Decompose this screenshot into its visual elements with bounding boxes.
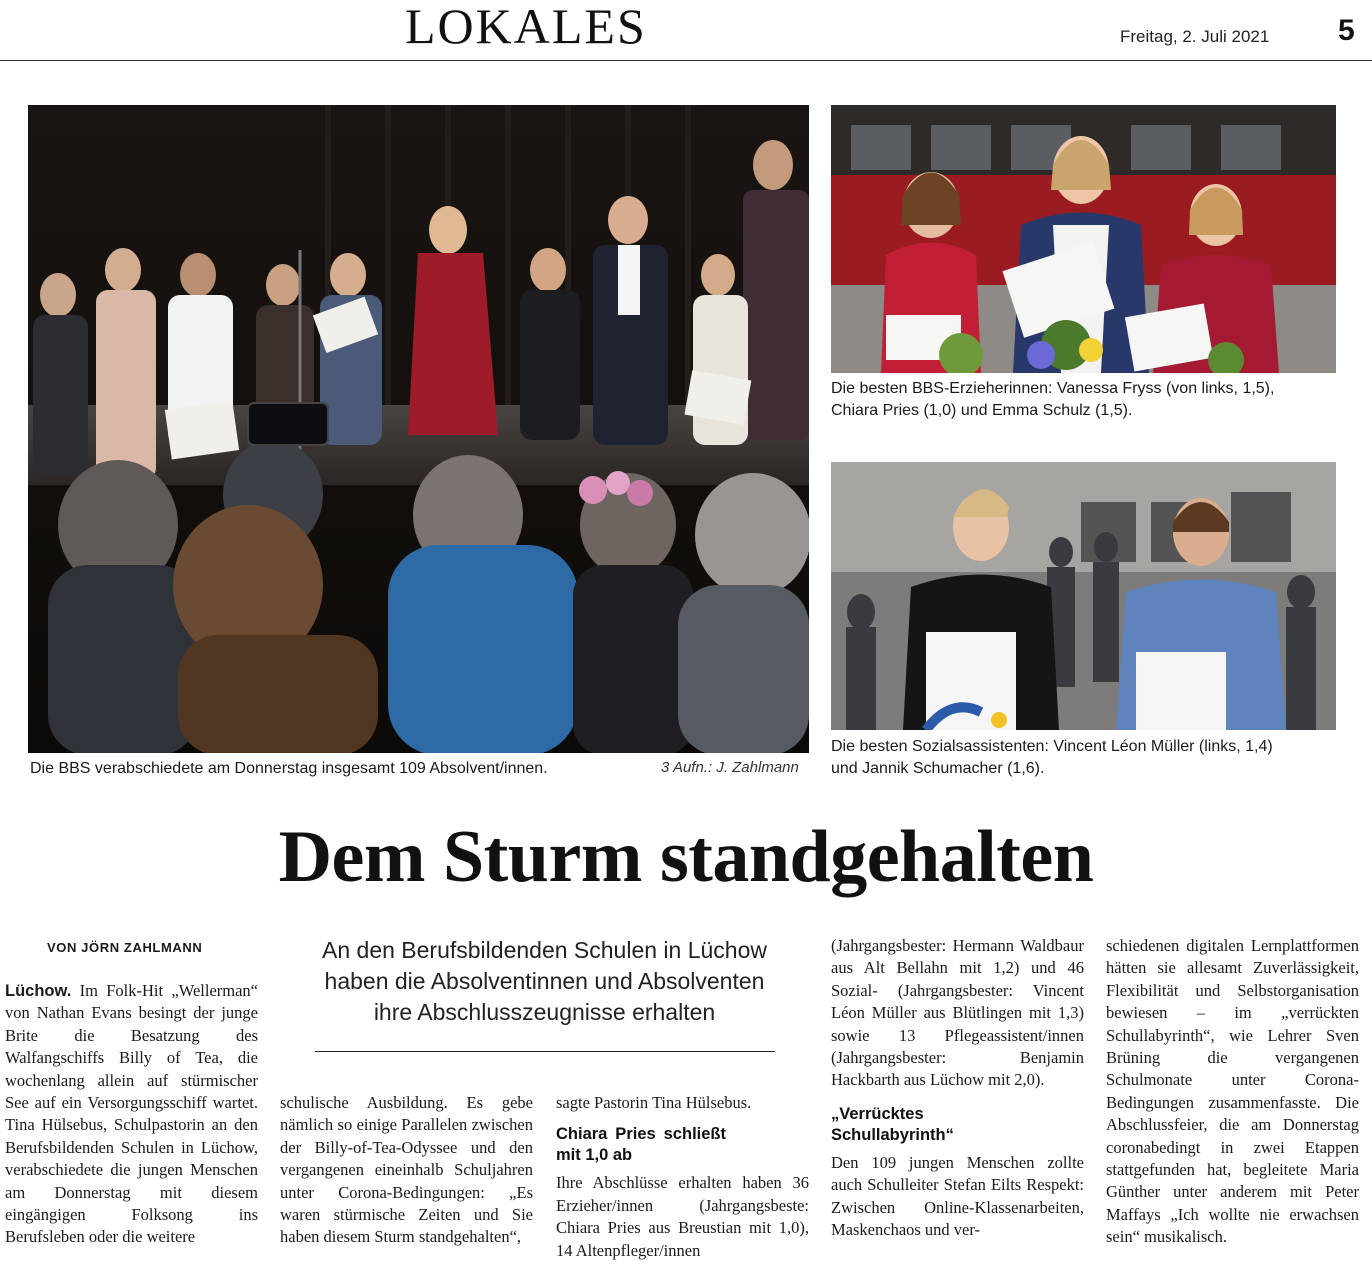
article-column-5	[1106, 935, 1359, 1249]
dateline: Lüchow.	[5, 982, 72, 1000]
photo-credit: 3 Aufn.: J. Zahlmann	[661, 759, 799, 776]
article-column-4	[831, 935, 1084, 1241]
social-assistants-caption-line2: und Jannik Schumacher (1,6).	[831, 760, 1045, 777]
subheading: Chiara Pries schließt mit 1,0 ab	[556, 1125, 726, 1165]
body-text: schiedenen digitalen Lernplattformen hätten sie allesamt Zuverlässigkeit, Flexibilität und Selbstorganisation bewiesen – im „verrückten Schullabyrinth“, wie Lehrer Sven Brüning die vergangenen Schulmonate unter Corona-Bedingungen zusammenfasste. Die Abschlussfeier, die am Donnerstag coronabedingt in zwei Etappen stattgefunden hat, begleitete Maria Günther unter anderem mit Peter Maffays „Ich wollte nie erwachsen sein“ musikalisch.	[1106, 936, 1359, 1247]
body-text: Ihre Abschlüsse erhalten haben 36 Erzieher/innen (Jahrgangsbeste: Chiara Pries aus Breustian mit 1,0), 14 Altenpfleger/innen	[556, 1173, 809, 1260]
body-text: Den 109 jungen Menschen zollte auch Schulleiter Stefan Eilts Respekt: Zwischen Online-Klassenarbeiten, Maskenchaos und ver-	[831, 1152, 1084, 1240]
lead-divider	[315, 1051, 775, 1052]
body-text: (Jahrgangsbester: Hermann Waldbaur aus Alt Bellahn mit 1,2) und 46 Sozial- (Jahrgangsbester: Vincent Léon Müller aus Blütlingen mit 1,3) sowie 13 Pflegeassistent/innen (Jahrgangsbester: Benjamin Hackbarth aus Lüchow mit 2,0).	[831, 936, 1084, 1090]
article-column-3	[556, 1092, 809, 1262]
article-column-2	[280, 1092, 533, 1249]
header-divider	[0, 60, 1372, 61]
social-assistants-photo	[831, 462, 1336, 730]
educators-caption-line1: Die besten BBS-Erzieherinnen: Vanessa Fryss (von links, 1,5),	[831, 380, 1275, 397]
educators-photo	[831, 105, 1336, 373]
body-text: sagte Pastorin Tina Hülsebus.	[556, 1093, 752, 1112]
lead-line: An den Berufsbildenden Schulen in Lüchow	[322, 937, 767, 963]
body-text: schulische Ausbildung. Es gebe nämlich so einige Parallelen zwischen der Billy-of-Tea-Odyssee und den vergangenen eineinhalb Schuljahren unter Corona-Bedingungen: „Es waren stürmische Zeiten und Sie haben diesem Sturm standgehalten“,	[280, 1093, 533, 1247]
issue-date: Freitag, 2. Juli 2021	[1120, 27, 1270, 46]
body-text: Im Folk-Hit „Wellerman“ von Nathan Evans besingt der junge Brite die Besatzung des Walfangschiffs Billy of Tea, die wochenlang allein auf stürmischer See auf ein Versorgungsschiff wartet. Tina Hülsebus, Schulpastorin an den Berufsbildenden Schulen in Lüchow, verabschiedete die jungen Menschen am Donnerstag mit diesem eingängigen Folksong ins Berufsleben oder die weitere	[5, 981, 258, 1247]
article-headline: Dem Sturm standgehalten	[278, 816, 1094, 898]
article-column-1	[5, 980, 258, 1249]
byline: VON JÖRN ZAHLMANN	[47, 940, 203, 955]
subheading: „Verrücktes Schullabyrinth“	[831, 1104, 954, 1144]
section-title: LOKALES	[405, 0, 647, 54]
lead-line: haben die Absolventinnen und Absolventen	[324, 968, 765, 994]
social-assistants-caption-line1: Die besten Sozialsassistenten: Vincent Léon Müller (links, 1,4)	[831, 738, 1273, 755]
lead-line: ihre Abschlusszeugnisse erhalten	[373, 999, 716, 1025]
page-number: 5	[1338, 14, 1355, 47]
main-photo-caption: Die BBS verabschiedete am Donnerstag insgesamt 109 Absolvent/innen.	[30, 760, 548, 777]
educators-caption-line2: Chiara Pries (1,0) und Emma Schulz (1,5).	[831, 402, 1133, 419]
main-photo	[28, 105, 809, 753]
article-lead	[282, 935, 807, 1028]
